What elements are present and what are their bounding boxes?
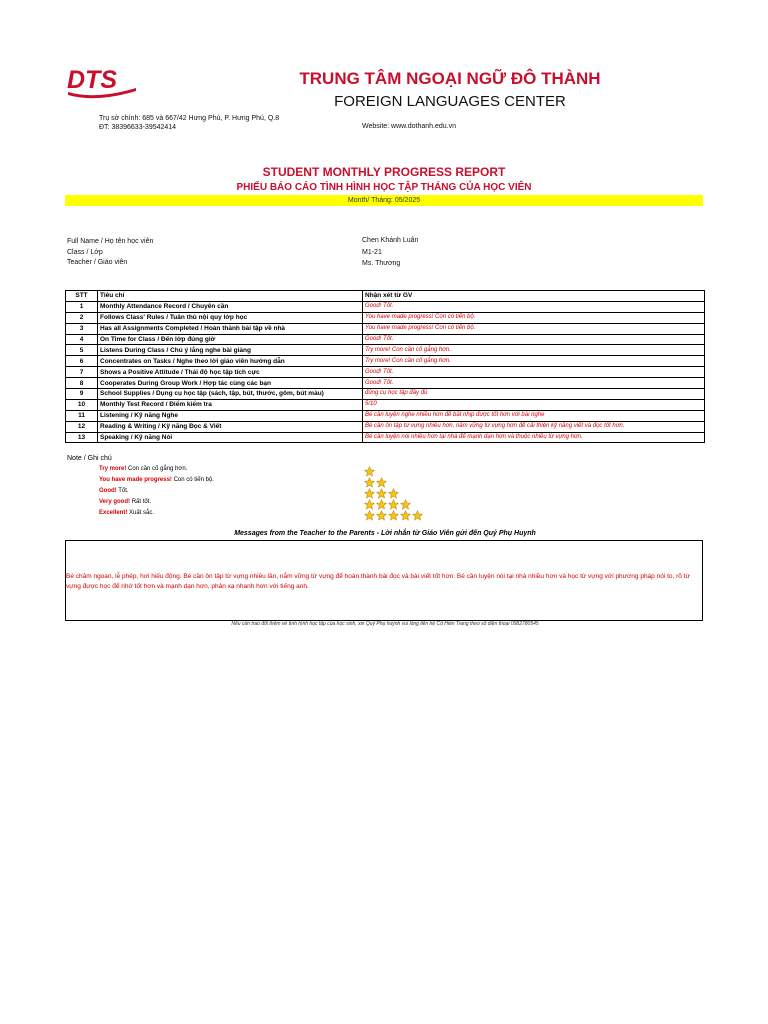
row-comment: Bé cần luyện nói nhiều hơn tại nhà để mạnh dạn hơn và thuộc nhiều từ vựng hơn. [363,432,705,443]
row-stt: 5 [66,345,98,356]
teacher-value: Ms. Thương [362,260,401,267]
table-row [66,345,705,356]
table-row [66,389,705,400]
legend-item [99,499,151,505]
star-icon [364,475,375,486]
row-comment: Bé cần ôn tập từ vựng nhiều hơn, nắm vững từ vựng hơn để cải thiện kỹ năng viết và đọc tốt hơn. [363,421,705,432]
row-comment: You have made progress! Con có tiến bộ. [363,312,705,323]
row-stt: 11 [66,410,98,421]
row-comment: Bé cần luyện nghe nhiều hơn để bắt nhịp được tốt hơn với bài nghe [363,410,705,421]
row-criterion: Concentrates on Tasks / Nghe theo lời giáo viên hướng dẫn [98,356,363,367]
message-text: Bé chăm ngoan, lễ phép, hơi hiếu động. Bé cần ôn tập từ vựng nhiều lần, nắm vững từ vựng để hoàn thành bài đọc và bài viết tốt hơn. Bé cần luyện nói tại nhà nhiều hơn và học từ vựng với phương pháp nói to, rõ từ vựng được học để nhớ tốt hơn và mạnh dạn hơn, phản xạ nhanh hơn với tiếng anh. [66,573,690,590]
row-criterion: School Supplies / Dụng cụ học tập (sách, tập, bút, thước, gôm, bút màu) [98,389,363,400]
row-comment: Good! Tốt. [363,334,705,345]
legend-stars [364,464,375,475]
note-label: Note / Ghi chú [67,455,112,462]
legend-rating: You have made progress! [99,477,172,483]
legend-item [99,477,214,483]
header-criterion: Tiêu chí [98,291,363,302]
star-icon [364,486,375,497]
row-comment: Try more! Con cần cố gắng hơn. [363,356,705,367]
report-title-en: STUDENT MONTHLY PROGRESS REPORT [262,165,506,179]
table-header-row [66,291,705,302]
star-icon [388,486,399,497]
star-icon [376,497,387,508]
name-value: Chen Khánh Luân [362,237,419,244]
star-icon [376,475,387,486]
row-criterion: Shows a Positive Attitude / Thái độ học tập tích cực [98,367,363,378]
table-row [66,432,705,443]
star-icon [388,497,399,508]
table-row [66,367,705,378]
star-icon [364,497,375,508]
table-row [66,334,705,345]
message-title: Messages from the Teacher to the Parents - Lời nhắn từ Giáo Viên gửi đến Quý Phụ Huynh [234,530,536,537]
row-criterion: Listens During Class / Chú ý lắng nghe bài giảng [98,345,363,356]
table-row [66,399,705,410]
legend-meaning: Con cần cố gắng hơn. [128,466,188,472]
legend-meaning: Xuất sắc. [129,510,155,516]
row-comment: Good! Tốt. [363,378,705,389]
report-month: Month/ Tháng: 05/2025 [65,195,703,206]
row-stt: 12 [66,421,98,432]
row-stt: 3 [66,323,98,334]
teacher-label: Teacher / Giáo viên [67,259,128,266]
criteria-table [65,290,705,443]
row-criterion: Monthly Test Record / Điểm kiểm tra [98,399,363,410]
legend-rating: Excellent! [99,510,128,516]
legend-stars [364,475,387,486]
legend-stars [364,497,411,508]
table-row [66,323,705,334]
star-icon [400,497,411,508]
table-row [66,378,705,389]
table-row [66,301,705,312]
star-icon [412,508,423,519]
star-icon [376,508,387,519]
row-stt: 2 [66,312,98,323]
table-row [66,410,705,421]
row-stt: 1 [66,301,98,312]
row-stt: 7 [66,367,98,378]
legend-rating: Try more! [99,466,127,472]
center-title-en: FOREIGN LANGUAGES CENTER [334,93,566,110]
legend-stars [364,508,423,519]
row-stt: 13 [66,432,98,443]
table-row [66,356,705,367]
legend-item [99,488,129,494]
row-comment: Good! Tốt. [363,367,705,378]
row-comment: Good! Tốt. [363,301,705,312]
center-title-vi: TRUNG TÂM NGOẠI NGỮ ĐÔ THÀNH [299,69,601,88]
row-comment: Try more! Con cần cố gắng hơn. [363,345,705,356]
row-comment: đủng cụ học tập đầy đủ [363,389,705,400]
name-label: Full Name / Họ tên học viên [67,238,154,245]
row-criterion: On Time for Class / Đến lớp đúng giờ [98,334,363,345]
legend-rating: Very good! [99,499,131,505]
class-label: Class / Lớp [67,249,103,256]
row-stt: 10 [66,399,98,410]
row-criterion: Speaking / Kỹ năng Nói [98,432,363,443]
legend-stars [364,486,399,497]
row-criterion: Monthly Attendance Record / Chuyên cần [98,301,363,312]
table-row [66,312,705,323]
legend-item [99,466,187,472]
row-stt: 8 [66,378,98,389]
row-comment: 5/10 [363,399,705,410]
address: Trụ sở chính: 685 và 667/42 Hưng Phú, P. Hưng Phú, Q.8 [99,115,280,122]
star-icon [388,508,399,519]
legend-rating: Good! [99,488,117,494]
row-criterion: Has all Assignments Completed / Hoàn thành bài tập về nhà [98,323,363,334]
row-criterion: Reading & Writing / Kỹ năng Đọc & Viết [98,421,363,432]
legend-item [99,510,154,516]
star-icon [376,486,387,497]
class-value: M1-21 [362,249,382,256]
row-stt: 4 [66,334,98,345]
phone: ĐT: 38396633-39542414 [99,124,177,131]
legend-meaning: Con có tiến bộ. [173,477,214,483]
table-row [66,421,705,432]
star-icon [364,508,375,519]
row-criterion: Listening / Kỹ năng Nghe [98,410,363,421]
star-icon [400,508,411,519]
logo-text: DTS [67,66,117,94]
legend-meaning: Rất tốt. [131,499,152,505]
report-title-vi: PHIẾU BÁO CÁO TÌNH HÌNH HỌC TẬP THÁNG CỦA HỌC VIÊN [236,182,532,193]
legend-meaning: Tốt. [118,488,129,494]
website: Website: www.dothanh.edu.vn [362,123,457,130]
header-comment: Nhận xét từ GV [363,291,705,302]
row-criterion: Follows Class' Rules / Tuân thủ nội quy lớp học [98,312,363,323]
row-criterion: Cooperates During Group Work / Hợp tác cùng các bạn [98,378,363,389]
header-stt: STT [66,291,98,302]
footer-note: Nếu cần trao đổi thêm về tình hình học tập của học sinh, xin Quý Phụ huynh vui lòng liên hệ Cô Hiền Trang theo số điện thoại 0982780545 [231,621,539,627]
dts-logo [66,66,138,100]
row-stt: 6 [66,356,98,367]
row-stt: 9 [66,389,98,400]
row-comment: You have made progress! Con có tiến bộ. [363,323,705,334]
star-icon [364,464,375,475]
